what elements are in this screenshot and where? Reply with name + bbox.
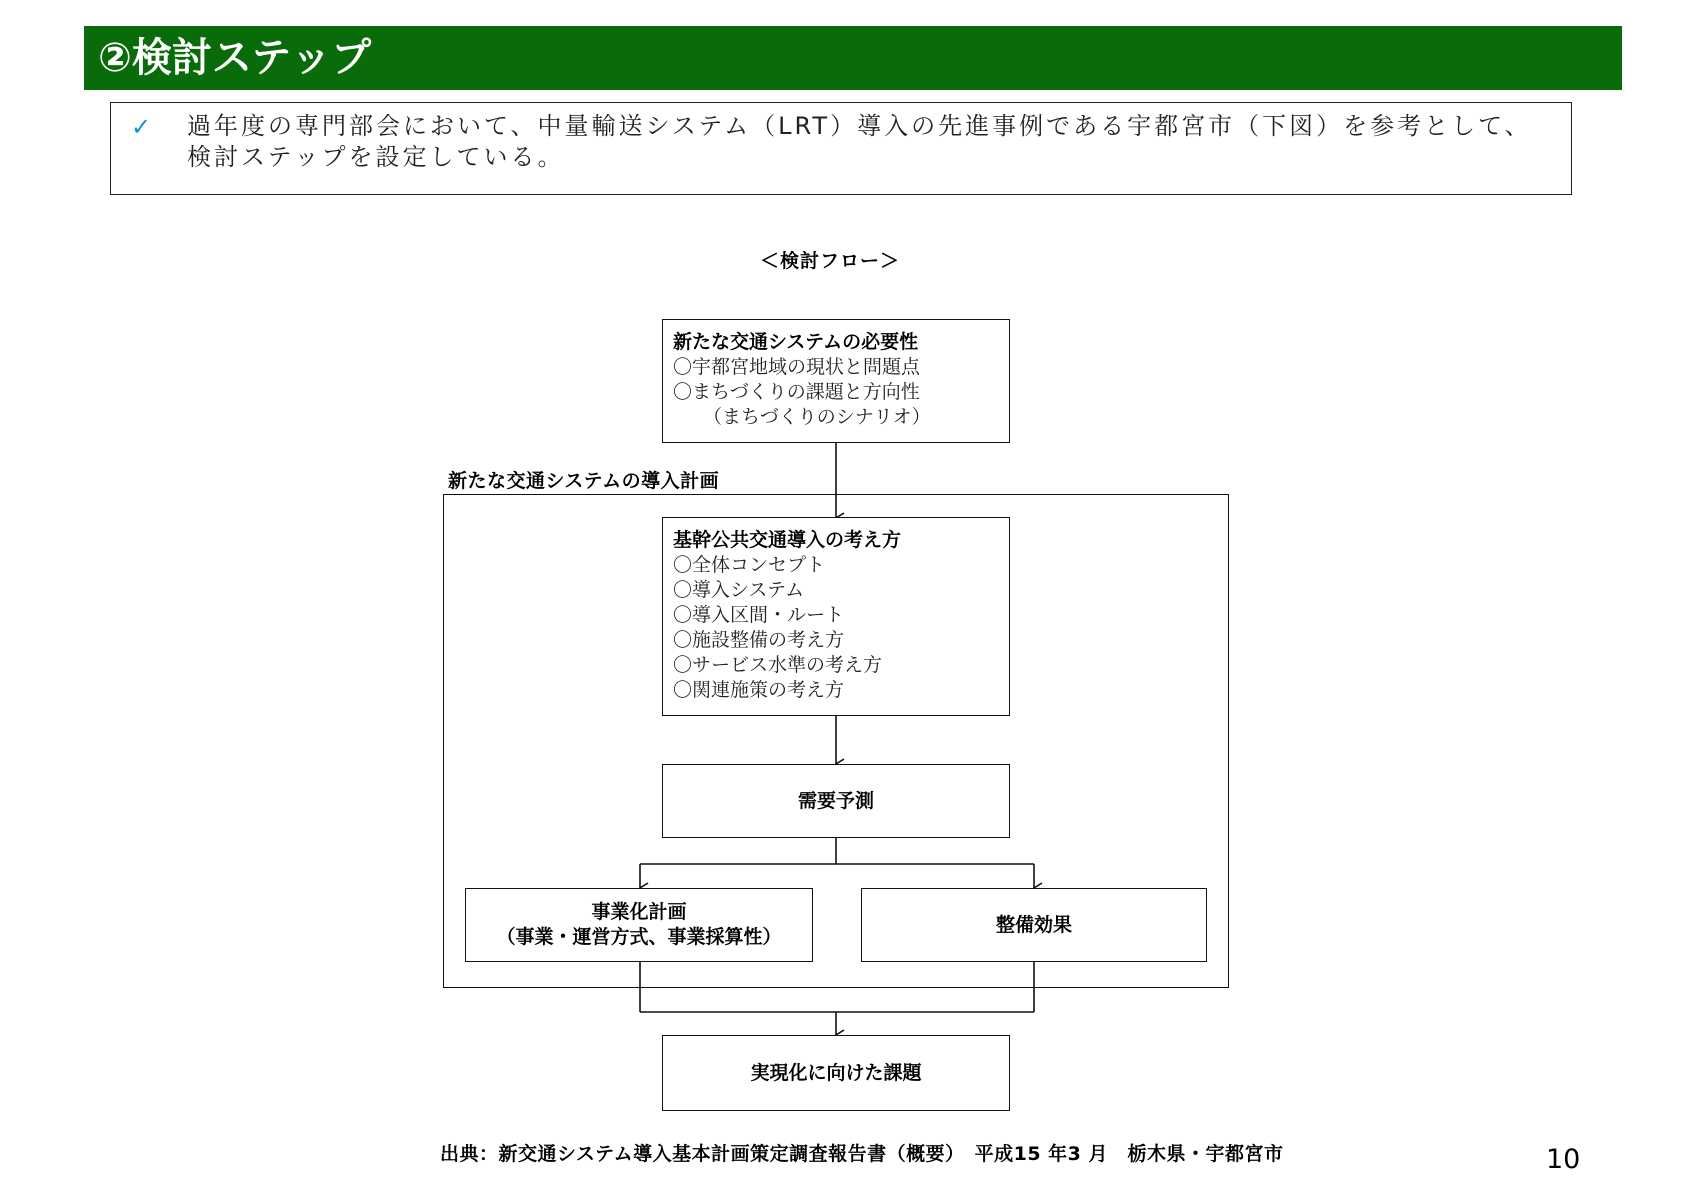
box-issues: [662, 1035, 1010, 1111]
source-citation: 出典：新交通システム導入基本計画策定調査報告書（概要） 平成15 年3 月 栃木県・宇都宮市: [440, 1143, 1284, 1165]
box-concept: [662, 517, 1010, 716]
box-concept-line: 〇施設整備の考え方: [673, 629, 845, 651]
box-demand: [662, 764, 1010, 838]
frame-label: 新たな交通システムの導入計画: [448, 470, 720, 492]
box-concept-head: 基幹公共交通導入の考え方: [673, 529, 902, 551]
box-necessity: [662, 319, 1010, 443]
box-concept-line: 〇サービス水準の考え方: [673, 654, 883, 676]
box-concept-line: 〇関連施策の考え方: [673, 679, 845, 701]
box-necessity-line: 〇まちづくりの課題と方向性: [673, 381, 920, 403]
page-title: ②検討ステップ: [84, 26, 1622, 90]
page-number: 10: [1546, 1144, 1581, 1175]
box-necessity-line: 〇宇都宮地域の現状と問題点: [673, 356, 921, 378]
box-business-plan: [465, 888, 813, 962]
box-concept-line: 〇導入区間・ルート: [673, 604, 845, 626]
check-icon: ✓: [131, 113, 152, 141]
box-business-plan-sub: （事業・運営方式、事業採算性）: [496, 926, 782, 948]
note-text: 過年度の専門部会において、中量輸送システム（LRT）導入の先進事例である宇都宮市（下図）を参考として、検討ステップを設定している。: [187, 112, 1532, 171]
box-concept-line: 〇全体コンセプト: [673, 554, 826, 576]
box-necessity-head: 新たな交通システムの必要性: [673, 331, 919, 353]
box-necessity-line: （まちづくりのシナリオ）: [703, 406, 931, 428]
box-demand-label: 需要予測: [797, 789, 874, 812]
box-concept-line: 〇導入システム: [673, 579, 805, 601]
box-effect-label: 整備効果: [995, 913, 1072, 936]
box-effect: [861, 888, 1207, 962]
box-issues-label: 実現化に向けた課題: [750, 1061, 922, 1084]
box-business-plan-label: 事業化計画: [591, 901, 687, 923]
flow-caption: ＜検討フロー＞: [759, 250, 900, 272]
